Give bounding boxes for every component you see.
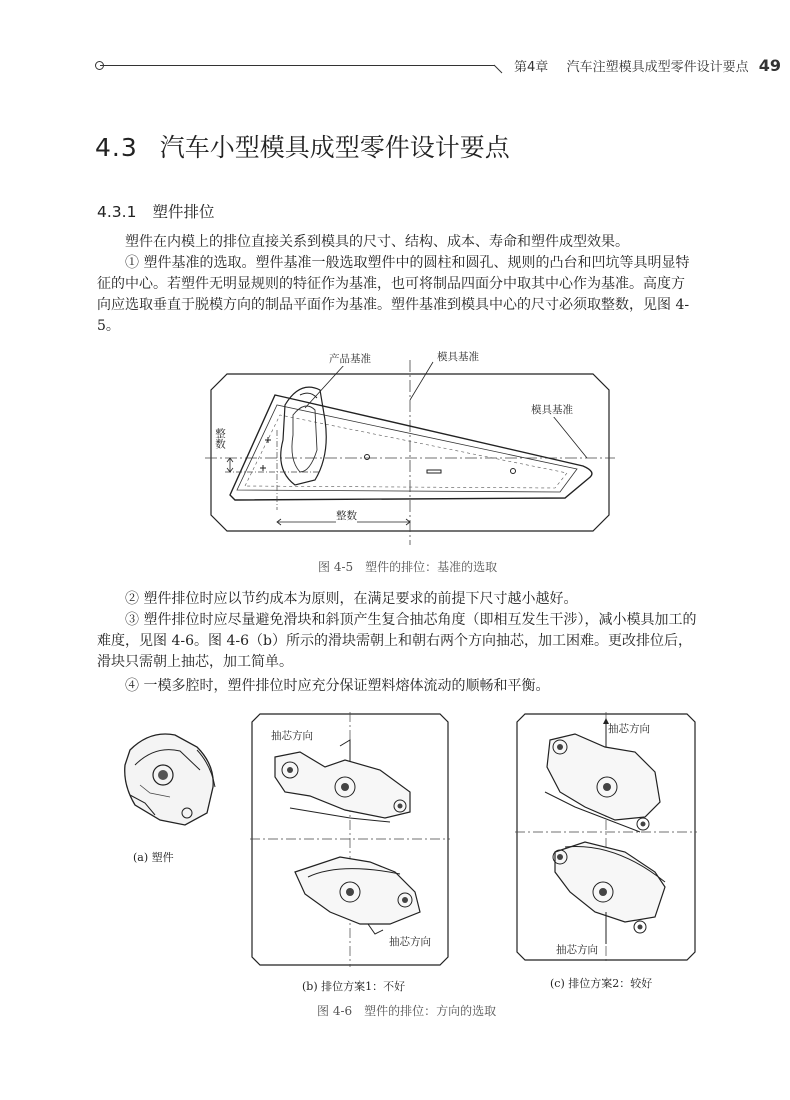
subsection-title: 塑件排位 [152,203,215,221]
section-title: 汽车小型模具成型零件设计要点 [159,133,510,162]
label-integer-horizontal: 整数 [336,510,357,522]
figure-4-6c-caption: (c) 排位方案2：较好 [550,977,653,990]
label-b-top-direction: 抽芯方向 [271,730,313,742]
figure-4-6a-caption: (a) 塑件 [133,851,174,864]
header-rule-slant [494,64,504,74]
paragraph-4: ③ 塑件排位时应尽量避免滑块和斜顶产生复合抽芯角度（即相互发生干涉），减小模具加工的难度，见图 4-6。图 4-6（b）所示的滑块需朝上和朝右两个方向抽芯，加工困难。更改排位后，滑块只需朝上抽芯，加工简单。 [97,612,697,670]
figure-4-5-caption: 图 4-5 塑件的排位：基准的选取 [318,560,498,574]
header-title: 汽车注塑模具成型零件设计要点 [566,60,749,75]
paragraph-1: 塑件在内模上的排位直接关系到模具的尺寸、结构、成本、寿命和塑件成型效果。 [125,234,629,250]
header-rule [100,65,495,66]
figure-4-6a-part-drawing [115,725,220,835]
subsection-number: 4.3.1 [97,203,137,221]
label-integer-vertical: 整数 [214,428,226,449]
figure-4-6b-caption: (b) 排位方案1：不好 [302,980,406,993]
running-header [514,56,781,75]
header-chapter: 第4章 [514,60,549,75]
paragraph-2: ① 塑件基准的选取。塑件基准一般选取塑件中的圆柱和圆孔、规则的凸台和凹坑等具明显特征的中心。若塑件无明显规则的特征作为基准，也可将制品四面分中取其中心作为基准。高度方向应选取垂直于脱模方向的制品平面作为基准。塑件基准到模具中心的尺寸必须取整数，见图 4-5。 [97,255,690,334]
label-product-datum: 产品基准 [329,353,371,365]
label-mold-datum-top: 模具基准 [437,351,479,363]
figure-4-5 [205,360,615,545]
section-number: 4.3 [95,133,138,162]
figure-4-6c-drawing [515,712,697,962]
page-number: 49 [758,56,781,75]
figure-4-6b-drawing [250,712,450,967]
figure-4-6-caption: 图 4-6 塑件的排位：方向的选取 [317,1004,497,1018]
paragraph-5: ④ 一模多腔时，塑件排位时应充分保证塑料熔体流动的顺畅和平衡。 [125,678,550,694]
subsection-heading [97,200,214,222]
label-c-bottom-direction: 抽芯方向 [556,944,598,956]
label-c-top-direction: 抽芯方向 [608,723,650,735]
section-heading [95,128,510,164]
label-mold-datum-right: 模具基准 [531,404,573,416]
label-b-bottom-direction: 抽芯方向 [389,936,431,948]
paragraph-3: ② 塑件排位时应以节约成本为原则，在满足要求的前提下尺寸越小越好。 [125,591,578,607]
